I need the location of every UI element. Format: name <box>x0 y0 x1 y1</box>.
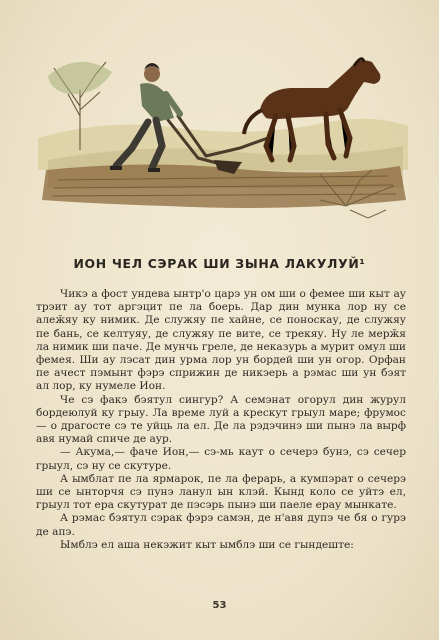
story-title: ИОН ЧЕЛ СЭРАК ШИ ЗЫНА ЛАКУЛУЙ¹ <box>73 256 366 271</box>
paragraph: Че сэ факэ бэятул сингур? А семэнат огорул дин журул бордеюлуй ку грыу. Ла време луй а крескут грыул маре; фрумос — о драгосте сэ те уйць ла ел. Де ла рэдэчинэ ши пынэ ла вырф авя нумай спиче де аур. <box>36 393 406 446</box>
paragraph: — Акума,— фаче Ион,— сэ-мь каут о сечерэ бунэ, сэ сечер грыул, сэ ну се скутуре. <box>36 446 406 472</box>
paragraph: Чикэ а фост ундева ынтр'о царэ ун ом ши о фемее ши кыт ау трэит ау тот аргэцит пе ла боерь. Дар дин мунка лор ну се алеӂяу ку нимик. Де служяу пе хайне, се поноскау, де служяу пе бань, се келтуяу, де служяу пе вите, се трекяу. Ну ле мерӂя ла нимик ши паче. Де мунчь греле, де неказурь а мурит омул ши фемея. Ши ау лэсат дин урма лор ун бордей ши ун огор. Орфан пе ачест пэмынт фэрэ сприжин де никэерь а рэмас ши ун бэят ал лор, ку нумеле Ион. <box>36 288 406 393</box>
plowing-illustration <box>28 10 413 228</box>
paragraph: Ымблэ ел аша некэжит кыт ымблэ ши се гындеште: <box>60 538 354 551</box>
page-number: 53 <box>212 600 227 611</box>
story-text <box>36 288 406 552</box>
paragraph: А рэмас бэятул сэрак фэрэ самэн, де н'авя дупэ че бя о гурэ де апэ. <box>36 512 406 538</box>
paragraph: А ымблат пе ла ярмарок, пе ла ферарь, а кумпэрат о сечерэ ши се ынторчя сэ пунэ ланул ын клэй. Кынд коло се уйтэ ел, грыул тот ера скутурат де пэсэрь пынэ ши паеле ерау мынкате. <box>36 472 406 512</box>
